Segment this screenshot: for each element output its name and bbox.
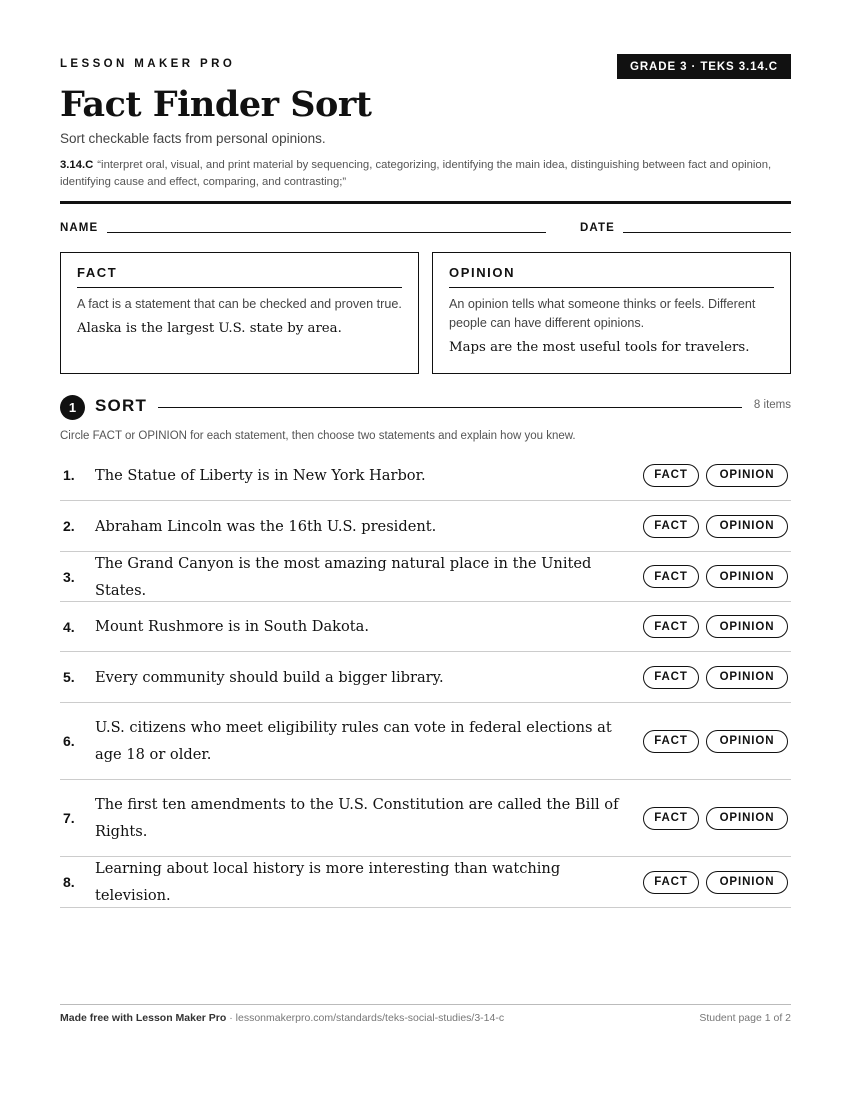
worksheet-page bbox=[60, 0, 791, 1100]
answer-choices bbox=[643, 615, 788, 638]
fact-definition-heading: FACT bbox=[77, 265, 402, 288]
answer-choices bbox=[643, 730, 788, 753]
item-count: 8 items bbox=[753, 399, 791, 411]
fact-choice[interactable]: FACT bbox=[643, 730, 699, 753]
page-subtitle: Sort checkable facts from personal opinions. bbox=[60, 131, 326, 146]
list-item bbox=[60, 552, 791, 602]
footer-url[interactable]: lessonmakerpro.com/standards/teks-social-studies/3-14-c bbox=[235, 1012, 505, 1024]
fact-example: Alaska is the largest U.S. state by area. bbox=[77, 321, 342, 336]
footer-divider bbox=[60, 1004, 791, 1005]
list-item bbox=[60, 450, 791, 501]
section-divider bbox=[158, 407, 742, 408]
fact-choice[interactable]: FACT bbox=[643, 615, 699, 638]
section-instructions: Circle FACT or OPINION for each statement, then choose two statements and explain how you knew. bbox=[60, 430, 576, 442]
opinion-example: Maps are the most useful tools for travelers. bbox=[449, 340, 750, 355]
item-statement: Mount Rushmore is in South Dakota. bbox=[95, 618, 370, 635]
brand-name: LESSON MAKER PRO bbox=[60, 58, 236, 70]
student-fields bbox=[60, 222, 791, 238]
item-number: 4. bbox=[63, 618, 75, 635]
list-item bbox=[60, 780, 791, 857]
item-statement: Learning about local history is more interesting than watching television. bbox=[95, 860, 561, 904]
standard-code: 3.14.C bbox=[60, 159, 94, 171]
footer-credit bbox=[60, 1012, 504, 1024]
date-field[interactable] bbox=[623, 232, 791, 233]
standard-text: “interpret oral, visual, and print material by sequencing, categorizing, identifying the main idea, distinguishing between fact and opinion, identifying cause and effect, comparing, and contrasting;” bbox=[60, 159, 772, 188]
section-title: SORT bbox=[95, 396, 148, 415]
item-statement: The first ten amendments to the U.S. Constitution are called the Bill of Rights. bbox=[95, 796, 619, 840]
item-statement: The Grand Canyon is the most amazing natural place in the United States. bbox=[95, 554, 592, 599]
date-label: DATE bbox=[580, 222, 615, 234]
item-statement: Abraham Lincoln was the 16th U.S. president. bbox=[95, 517, 437, 535]
opinion-choice[interactable]: OPINION bbox=[706, 730, 788, 753]
standard-statement bbox=[60, 157, 791, 191]
item-number: 6. bbox=[63, 733, 75, 749]
item-number: 8. bbox=[63, 874, 75, 890]
opinion-choice[interactable]: OPINION bbox=[706, 666, 788, 689]
fact-choice[interactable]: FACT bbox=[643, 807, 699, 830]
opinion-choice[interactable]: OPINION bbox=[706, 464, 788, 487]
item-number: 5. bbox=[63, 669, 75, 685]
fact-definition-text: A fact is a statement that can be checked and proven true. bbox=[77, 297, 402, 311]
opinion-choice[interactable]: OPINION bbox=[706, 565, 788, 588]
opinion-definition-card bbox=[432, 252, 791, 374]
fact-choice[interactable]: FACT bbox=[643, 464, 699, 487]
list-item bbox=[60, 703, 791, 780]
item-statement: The Statue of Liberty is in New York Harbor. bbox=[95, 466, 426, 484]
fact-choice[interactable]: FACT bbox=[643, 666, 699, 689]
item-statement: Every community should build a bigger library. bbox=[95, 668, 444, 686]
grade-badge: GRADE 3 · TEKS 3.14.C bbox=[617, 54, 791, 79]
section-number-badge: 1 bbox=[60, 395, 85, 420]
item-number: 1. bbox=[63, 467, 75, 483]
answer-choices bbox=[643, 515, 788, 538]
list-item bbox=[60, 501, 791, 552]
opinion-choice[interactable]: OPINION bbox=[706, 615, 788, 638]
opinion-choice[interactable]: OPINION bbox=[706, 515, 788, 538]
list-item bbox=[60, 602, 791, 652]
fact-choice[interactable]: FACT bbox=[643, 515, 699, 538]
opinion-definition-text: An opinion tells what someone thinks or feels. Different people can have different opinions. bbox=[449, 297, 756, 330]
name-label: NAME bbox=[60, 222, 99, 234]
answer-choices bbox=[643, 666, 788, 689]
opinion-choice[interactable]: OPINION bbox=[706, 807, 788, 830]
item-number: 7. bbox=[63, 810, 75, 826]
footer-separator: · bbox=[226, 1012, 236, 1024]
opinion-choice[interactable]: OPINION bbox=[706, 871, 788, 894]
statement-list bbox=[60, 450, 791, 908]
page-indicator: Student page 1 of 2 bbox=[699, 1012, 791, 1024]
item-number: 2. bbox=[63, 518, 75, 534]
name-field[interactable] bbox=[107, 232, 546, 233]
answer-choices bbox=[643, 871, 788, 894]
fact-definition-card bbox=[60, 252, 419, 374]
header-divider bbox=[60, 201, 791, 204]
answer-choices bbox=[643, 565, 788, 588]
answer-choices bbox=[643, 807, 788, 830]
item-statement: U.S. citizens who meet eligibility rules can vote in federal elections at age 18 or older. bbox=[95, 719, 612, 763]
page-title: Fact Finder Sort bbox=[60, 84, 372, 125]
footer-maker: Made free with Lesson Maker Pro bbox=[60, 1012, 227, 1024]
answer-choices bbox=[643, 464, 788, 487]
list-item bbox=[60, 652, 791, 703]
list-item bbox=[60, 857, 791, 908]
item-number: 3. bbox=[63, 568, 75, 585]
fact-choice[interactable]: FACT bbox=[643, 871, 699, 894]
opinion-definition-heading: OPINION bbox=[449, 265, 774, 288]
fact-choice[interactable]: FACT bbox=[643, 565, 699, 588]
